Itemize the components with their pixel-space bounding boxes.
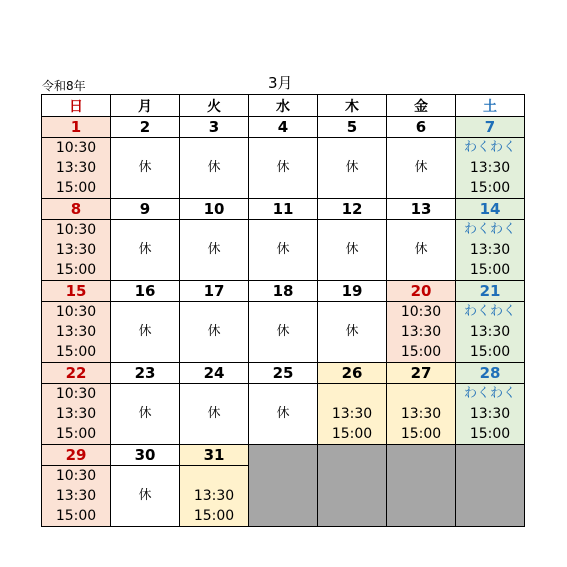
- weekday-thu: 木: [318, 95, 387, 117]
- time-slot: 10:30: [400, 304, 442, 320]
- time-slot: 15:00: [469, 426, 511, 442]
- time-slot: 15:00: [55, 508, 97, 524]
- blank-cell: [318, 445, 387, 527]
- date-cell-holiday: 20: [387, 281, 456, 302]
- time-slot: 13:30: [55, 324, 97, 340]
- time-slot: 10:30: [55, 468, 97, 484]
- date-cell: 8: [42, 199, 111, 220]
- time-slot: 13:30: [469, 242, 511, 258]
- time-slot: 10:30: [55, 140, 97, 156]
- weekday-fri: 金: [387, 95, 456, 117]
- schedule-cell: [42, 138, 111, 199]
- empty-slot: [180, 466, 248, 486]
- date-cell: 13: [387, 199, 456, 220]
- date-cell: 16: [111, 281, 180, 302]
- schedule-cell: [318, 384, 387, 445]
- time-slot: 13:30: [400, 406, 442, 422]
- time-slot: 15:00: [400, 344, 442, 360]
- date-cell: 14: [456, 199, 525, 220]
- schedule-row: [42, 384, 525, 445]
- schedule-row: [42, 138, 525, 199]
- closed-cell: 休: [318, 302, 387, 363]
- closed-cell: 休: [318, 220, 387, 281]
- time-slot: 15:00: [193, 508, 235, 524]
- weekday-mon: 月: [111, 95, 180, 117]
- time-slot: 10:30: [55, 304, 97, 320]
- date-cell: 18: [249, 281, 318, 302]
- date-cell: 3: [180, 117, 249, 138]
- weekday-sun: 日: [42, 95, 111, 117]
- time-slot: 15:00: [55, 426, 97, 442]
- schedule-cell: [387, 384, 456, 445]
- era-year: 令和8年: [42, 79, 86, 93]
- schedule-cell: [42, 384, 111, 445]
- weekday-header-row: [42, 95, 525, 117]
- schedule-cell: [456, 302, 525, 363]
- date-cell: 21: [456, 281, 525, 302]
- date-cell: 29: [42, 445, 111, 466]
- time-slot: 15:00: [331, 426, 373, 442]
- time-slot: 15:00: [469, 180, 511, 196]
- time-slot: 10:30: [55, 222, 97, 238]
- time-slot: 13:30: [400, 324, 442, 340]
- time-slot: 13:30: [55, 242, 97, 258]
- time-slot: 13:30: [469, 324, 511, 340]
- blank-cell: [456, 445, 525, 527]
- closed-cell: 休: [180, 384, 249, 445]
- wakuwaku-label: わくわく: [463, 222, 516, 237]
- date-cell: 25: [249, 363, 318, 384]
- calendar-grid: [41, 94, 525, 527]
- date-cell: 11: [249, 199, 318, 220]
- month-title: 3月: [268, 74, 293, 92]
- schedule-cell: [456, 220, 525, 281]
- time-slot: 13:30: [469, 160, 511, 176]
- wakuwaku-label: わくわく: [463, 386, 516, 401]
- time-slot: 13:30: [469, 406, 511, 422]
- closed-cell: 休: [111, 466, 180, 527]
- date-cell: 15: [42, 281, 111, 302]
- schedule-cell: [42, 302, 111, 363]
- schedule-cell: [180, 466, 249, 527]
- date-cell: 28: [456, 363, 525, 384]
- time-slot: 15:00: [469, 344, 511, 360]
- date-cell: 2: [111, 117, 180, 138]
- date-cell: 19: [318, 281, 387, 302]
- date-cell: 5: [318, 117, 387, 138]
- date-cell: 26: [318, 363, 387, 384]
- date-row: [42, 363, 525, 384]
- date-cell: 23: [111, 363, 180, 384]
- closed-cell: 休: [111, 302, 180, 363]
- wakuwaku-label: わくわく: [463, 140, 516, 155]
- empty-slot: [387, 384, 455, 404]
- closed-cell: 休: [249, 384, 318, 445]
- closed-cell: 休: [249, 302, 318, 363]
- date-cell: 22: [42, 363, 111, 384]
- blank-cell: [387, 445, 456, 527]
- closed-cell: 休: [387, 220, 456, 281]
- time-slot: 15:00: [55, 344, 97, 360]
- weekday-wed: 水: [249, 95, 318, 117]
- closed-cell: 休: [318, 138, 387, 199]
- wakuwaku-label: わくわく: [463, 304, 516, 319]
- date-cell: 24: [180, 363, 249, 384]
- time-slot: 13:30: [193, 488, 235, 504]
- time-slot: 13:30: [55, 406, 97, 422]
- date-row: [42, 117, 525, 138]
- closed-cell: 休: [111, 384, 180, 445]
- schedule-cell: [42, 466, 111, 527]
- schedule-cell: [456, 138, 525, 199]
- date-cell: 30: [111, 445, 180, 466]
- date-cell: 1: [42, 117, 111, 138]
- closed-cell: 休: [111, 138, 180, 199]
- weekday-sat: 土: [456, 95, 525, 117]
- date-row: [42, 445, 525, 466]
- time-slot: 15:00: [55, 180, 97, 196]
- closed-cell: 休: [180, 220, 249, 281]
- closed-cell: 休: [387, 138, 456, 199]
- date-cell: 4: [249, 117, 318, 138]
- date-cell: 31: [180, 445, 249, 466]
- weekday-tue: 火: [180, 95, 249, 117]
- time-slot: 15:00: [400, 426, 442, 442]
- closed-cell: 休: [111, 220, 180, 281]
- date-cell: 9: [111, 199, 180, 220]
- closed-cell: 休: [249, 138, 318, 199]
- time-slot: 13:30: [331, 406, 373, 422]
- date-cell: 6: [387, 117, 456, 138]
- closed-cell: 休: [180, 138, 249, 199]
- empty-slot: [318, 384, 386, 404]
- schedule-row: [42, 302, 525, 363]
- schedule-cell: [456, 384, 525, 445]
- time-slot: 13:30: [55, 488, 97, 504]
- date-cell: 10: [180, 199, 249, 220]
- time-slot: 10:30: [55, 386, 97, 402]
- date-cell: 7: [456, 117, 525, 138]
- closed-cell: 休: [249, 220, 318, 281]
- date-cell: 17: [180, 281, 249, 302]
- time-slot: 15:00: [55, 262, 97, 278]
- date-cell: 12: [318, 199, 387, 220]
- time-slot: 15:00: [469, 262, 511, 278]
- date-row: [42, 199, 525, 220]
- time-slot: 13:30: [55, 160, 97, 176]
- date-cell: 27: [387, 363, 456, 384]
- date-row: [42, 281, 525, 302]
- schedule-cell: [42, 220, 111, 281]
- schedule-cell: [387, 302, 456, 363]
- schedule-row: [42, 220, 525, 281]
- closed-cell: 休: [180, 302, 249, 363]
- blank-cell: [249, 445, 318, 527]
